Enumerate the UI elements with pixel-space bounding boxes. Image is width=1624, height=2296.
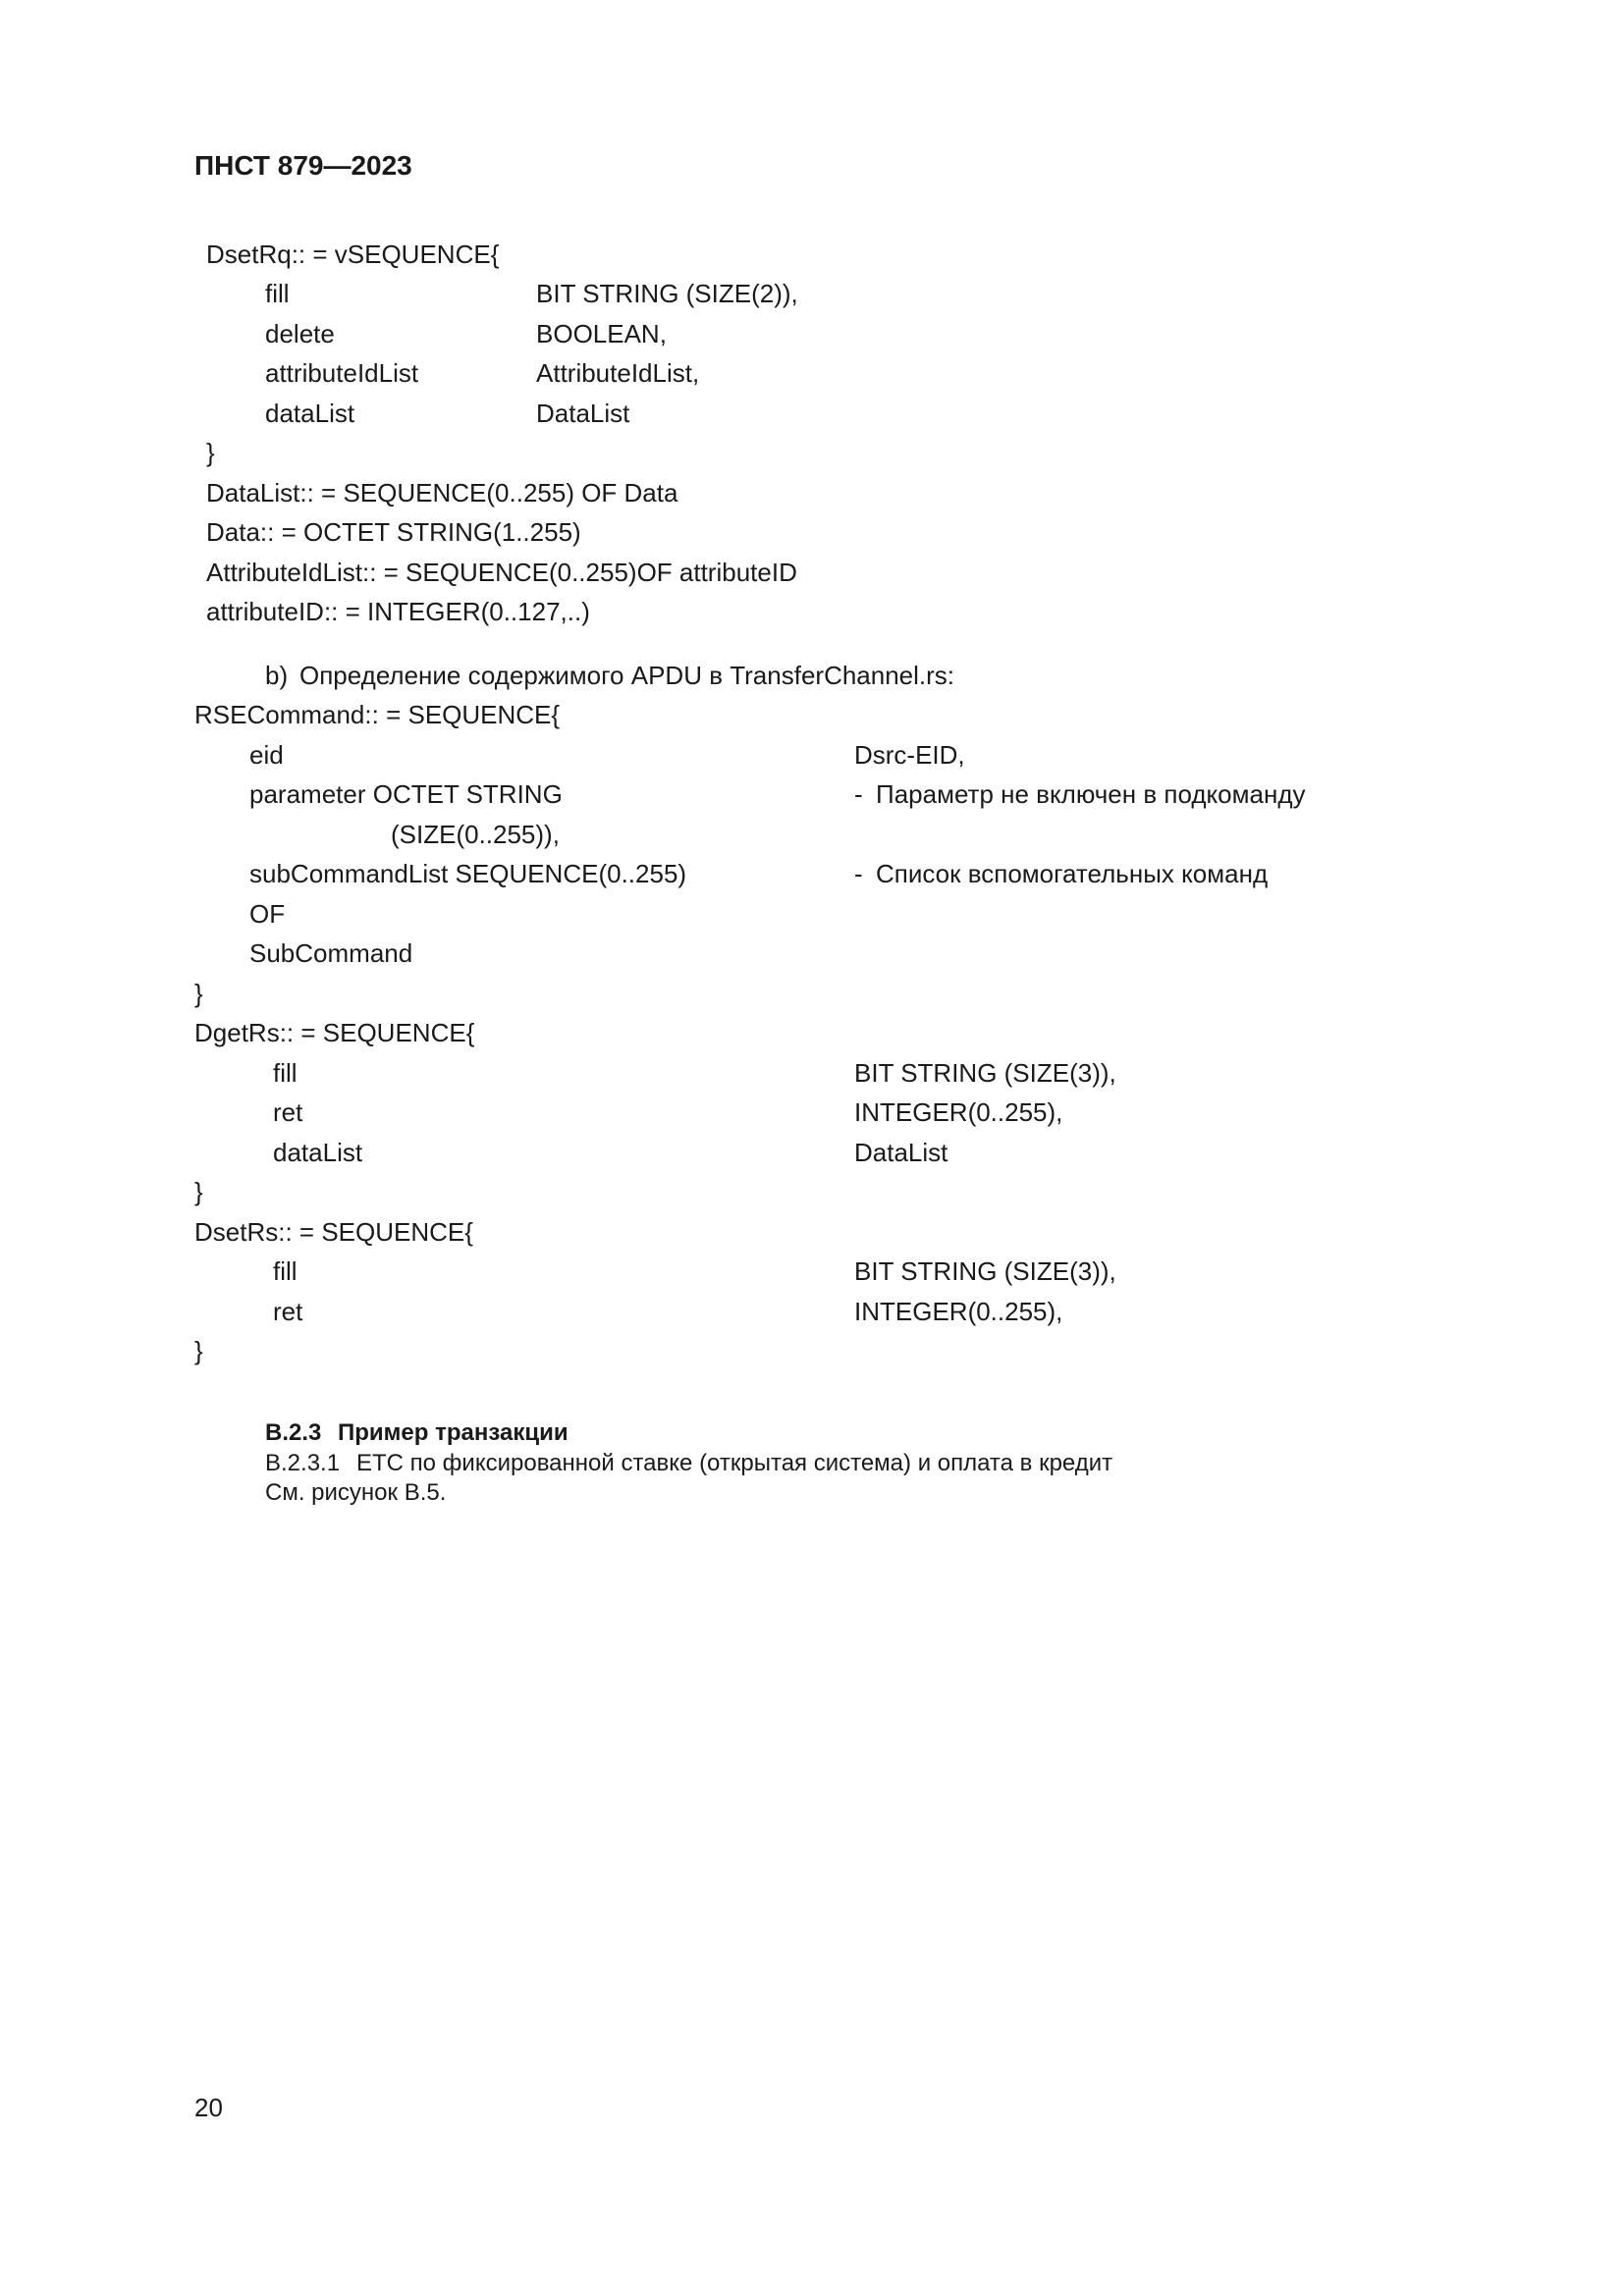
dsetrq-field-name: fill bbox=[265, 279, 290, 308]
rsecommand-field-dash: - bbox=[854, 859, 863, 888]
example-heading-text: Пример транзакции bbox=[338, 1419, 568, 1446]
rsecommand-field-name: parameter OCTET STRING bbox=[249, 779, 563, 809]
rsecommand-field-dash: - bbox=[854, 779, 863, 809]
dgetrs-field-name: ret bbox=[273, 1097, 303, 1127]
rsecommand-field-name: (SIZE(0..255)), bbox=[391, 820, 560, 849]
figure-reference: См. рисунок В.5. bbox=[265, 1479, 447, 1506]
rsecommand-field-type: Список вспомогательных команд bbox=[876, 859, 1269, 888]
dsetrq-field-type: AttributeIdList, bbox=[536, 358, 700, 388]
dsetrs-field-name: ret bbox=[273, 1297, 303, 1326]
example-heading-number: В.2.3 bbox=[265, 1419, 322, 1446]
rsecommand-field-name: SubCommand bbox=[249, 938, 413, 968]
example-subheading-number: В.2.3.1 bbox=[265, 1450, 341, 1476]
dgetrs-field-type: DataList bbox=[854, 1138, 948, 1167]
page-number: 20 bbox=[194, 2093, 223, 2122]
dsetrs-field-type: BIT STRING (SIZE(3)), bbox=[854, 1256, 1116, 1286]
dsetrq-field-name: attributeIdList bbox=[265, 358, 419, 388]
dsetrq-close: } bbox=[206, 438, 215, 467]
dsetrq-field-type: BIT STRING (SIZE(2)), bbox=[536, 279, 798, 308]
definition-line: Data:: = OCTET STRING(1..255) bbox=[206, 517, 581, 547]
dsetrs-field-name: fill bbox=[273, 1256, 298, 1286]
document-id: ПНСТ 879—2023 bbox=[194, 150, 412, 181]
dsetrq-field-type: BOOLEAN, bbox=[536, 319, 667, 348]
rsecommand-field-type: Параметр не включен в подкоманду bbox=[876, 779, 1306, 809]
dgetrs-field-type: INTEGER(0..255), bbox=[854, 1097, 1063, 1127]
rsecommand-open: RSECommand:: = SEQUENCE{ bbox=[194, 700, 561, 729]
definition-line: DataList:: = SEQUENCE(0..255) OF Data bbox=[206, 478, 678, 507]
dsetrs-close: } bbox=[194, 1336, 203, 1365]
dsetrq-open: DsetRq:: = vSEQUENCE{ bbox=[206, 240, 500, 269]
rsecommand-field-type: Dsrc-EID, bbox=[854, 740, 965, 770]
rsecommand-field-name: subCommandList SEQUENCE(0..255) bbox=[249, 859, 687, 888]
dsetrq-field-type: DataList bbox=[536, 399, 630, 428]
dsetrq-field-name: delete bbox=[265, 319, 335, 348]
dgetrs-close: } bbox=[194, 1177, 203, 1206]
definition-line: AttributeIdList:: = SEQUENCE(0..255)OF attributeID bbox=[206, 558, 797, 587]
dgetrs-field-type: BIT STRING (SIZE(3)), bbox=[854, 1058, 1116, 1088]
rsecommand-close: } bbox=[194, 979, 203, 1008]
section-b-text: Определение содержимого APDU в TransferChannel.rs: bbox=[299, 661, 955, 690]
definition-line: attributeID:: = INTEGER(0..127,..) bbox=[206, 597, 590, 626]
rsecommand-field-name: eid bbox=[249, 740, 284, 770]
example-subheading-text: ETC по фиксированной ставке (открытая система) и оплата в кредит bbox=[356, 1450, 1113, 1476]
dsetrs-field-type: INTEGER(0..255), bbox=[854, 1297, 1063, 1326]
dgetrs-field-name: fill bbox=[273, 1058, 298, 1088]
dsetrs-open: DsetRs:: = SEQUENCE{ bbox=[194, 1217, 473, 1247]
dgetrs-open: DgetRs:: = SEQUENCE{ bbox=[194, 1018, 475, 1047]
section-b-label: b) bbox=[265, 661, 289, 690]
dgetrs-field-name: dataList bbox=[273, 1138, 363, 1167]
rsecommand-field-name: OF bbox=[249, 899, 286, 929]
dsetrq-field-name: dataList bbox=[265, 399, 355, 428]
